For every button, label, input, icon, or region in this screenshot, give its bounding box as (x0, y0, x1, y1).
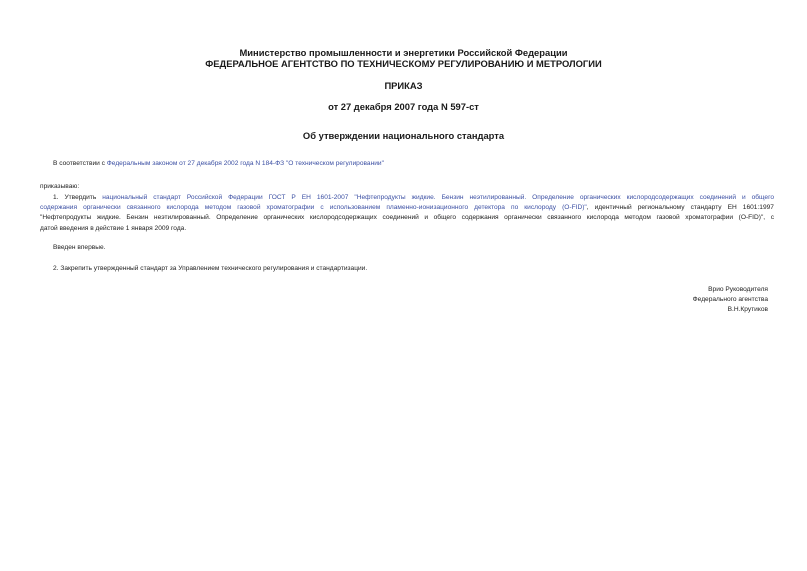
signature-position-1: Врио Руководителя (708, 286, 768, 293)
signature-position-2: Федерального агентства (692, 296, 768, 303)
standard-link[interactable]: национальный стандарт Российской Федерации ГОСТ Р ЕН 1601-2007 "Нефтепродукты жидкие. Бензин неэтилированный. Определение органических кислородсодержащих соединений и общего (102, 194, 774, 201)
order-item-1 (40, 193, 774, 234)
order-item-2: 2. Закрепить утвержденный стандарт за Управлением технического регулирования и стандартизации. (53, 265, 368, 272)
item1-line2 (40, 203, 774, 213)
standard-link-continued[interactable]: содержания органически связанного кислорода методом газовой хроматографии с использованием пламенно-ионизационного детектора по кислороду (O-FID)" (40, 204, 587, 212)
ministry-title: Министерство промышленности и энергетики Российской Федерации (239, 47, 568, 58)
signature-name: В.Н.Крутиков (727, 306, 768, 313)
agency-title: ФЕДЕРАЛЬНОЕ АГЕНТСТВО ПО ТЕХНИЧЕСКОМУ РЕГУЛИРОВАНИЮ И МЕТРОЛОГИИ (205, 58, 602, 69)
item1-tail: , идентичный региональному стандарту ЕН 1601:1997 (586, 204, 774, 212)
document-subject: Об утверждении национального стандарта (302, 130, 505, 141)
order-word: приказываю: (40, 183, 80, 190)
item1-line1 (40, 193, 774, 203)
document-date-number: от 27 декабря 2007 года N 597-ст (328, 101, 479, 112)
introduced-note: Введен впервые. (53, 244, 106, 251)
document-type: ПРИКАЗ (384, 80, 423, 91)
item1-line3: "Нефтепродукты жидкие. Бензин неэтилированный. Определение органических кислородсодержащих соединений и общего содержания органически связанного кислорода методом газовой хроматографии (O-FID)", с (40, 214, 774, 222)
item1-line4: датой введения в действие 1 января 2009 года. (40, 224, 187, 232)
preamble-prefix: В соответствии с (53, 160, 107, 167)
item1-prefix: 1. Утвердить (53, 194, 103, 201)
preamble-paragraph (53, 159, 384, 169)
federal-law-link[interactable]: Федеральным законом от 27 декабря 2002 года N 184-ФЗ "О техническом регулировании" (106, 160, 384, 167)
